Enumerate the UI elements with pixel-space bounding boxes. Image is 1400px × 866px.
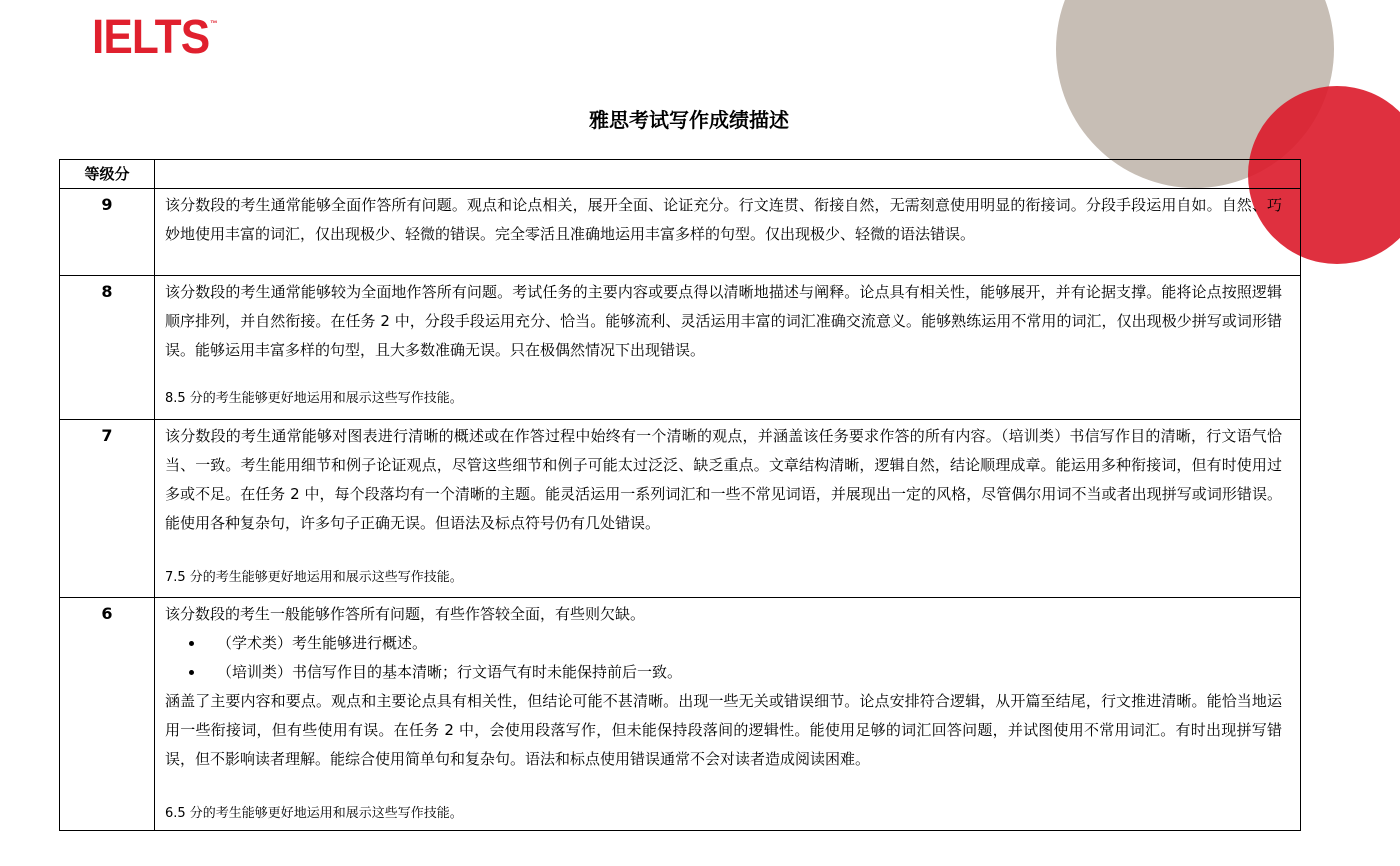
table-row: [60, 598, 1301, 831]
header-desc-cell: [155, 160, 1301, 189]
band-description: [155, 189, 1301, 276]
description-intro: 该分数段的考生一般能够作答所有问题，有些作答较全面，有些则欠缺。: [165, 605, 646, 623]
band-description: [155, 598, 1301, 831]
bullet-item: • （学术类）考生能够进行概述。: [205, 629, 1282, 658]
header-score-cell: 等级分: [60, 160, 155, 189]
page-title: 雅思考试写作成绩描述: [589, 108, 789, 132]
ielts-logo: IELTS™: [92, 11, 217, 64]
band-score: 7: [60, 420, 155, 598]
band-score: 6: [60, 598, 155, 831]
bullet-item: • （培训类）书信写作目的基本清晰；行文语气有时未能保持前后一致。: [205, 658, 1282, 687]
description-paragraph: 涵盖了主要内容和要点。观点和主要论点具有相关性，但结论可能不甚清晰。出现一些无关或错误细节。论点安排符合逻辑，从开篇至结尾，行文推进清晰。能恰当地运用一些衔接词，但有些使用有误。在任务 2 中，会使用段落写作，但未能保持段落间的逻辑性。能使用足够的词汇回答问题，并试图使用不常用词汇。有时出现拼写错误，但不影响读者理解。能综合使用简单句和复杂句。语法和标点使用错误通常不会对读者造成阅读困难。: [165, 692, 1282, 768]
half-band-note: 6.5 分的考生能够更好地运用和展示这些写作技能。: [165, 806, 463, 821]
half-band-note: 8.5 分的考生能够更好地运用和展示这些写作技能。: [165, 391, 463, 406]
description-paragraph: 该分数段的考生通常能够全面作答所有问题。观点和论点相关，展开全面、论证充分。行文连贯、衔接自然，无需刻意使用明显的衔接词。分段手段运用自如。自然、巧妙地使用丰富的词汇，仅出现极少、轻微的错误。完全零活且准确地运用丰富多样的句型。仅出现极少、轻微的语法错误。: [165, 196, 1282, 243]
band-description: [155, 420, 1301, 598]
writing-band-table: [59, 159, 1301, 831]
table-row: [60, 420, 1301, 598]
band-description: [155, 276, 1301, 420]
table-row: [60, 189, 1301, 276]
table-row: [60, 276, 1301, 420]
band-score: 8: [60, 276, 155, 420]
band-score: 9: [60, 189, 155, 276]
description-paragraph: 该分数段的考生通常能够较为全面地作答所有问题。考试任务的主要内容或要点得以清晰地描述与阐释。论点具有相关性，能够展开，并有论据支撑。能将论点按照逻辑顺序排列，并自然衔接。在任务 2 中，分段手段运用充分、恰当。能够流利、灵活运用丰富的词汇准确交流意义。能够熟练运用不常用的词汇，仅出现极少拼写或词形错误。能够运用丰富多样的句型，且大多数准确无误。只在极偶然情况下出现错误。: [165, 283, 1282, 359]
half-band-note: 7.5 分的考生能够更好地运用和展示这些写作技能。: [165, 570, 463, 585]
description-paragraph: 该分数段的考生通常能够对图表进行清晰的概述或在作答过程中始终有一个清晰的观点，并涵盖该任务要求作答的所有内容。（培训类）书信写作目的清晰，行文语气恰当、一致。考生能用细节和例子论证观点，尽管这些细节和例子可能太过泛泛、缺乏重点。文章结构清晰，逻辑自然，结论顺理成章。能运用多种衔接词，但有时使用过多或不足。在任务 2 中，每个段落均有一个清晰的主题。能灵活运用一系列词汇和一些不常见词语，并展现出一定的风格，尽管偶尔用词不当或者出现拼写或词形错误。能使用各种复杂句，许多句子正确无误。但语法及标点符号仍有几处错误。: [165, 427, 1282, 532]
bullet-list: [165, 629, 1282, 687]
table-header-row: [60, 160, 1301, 189]
